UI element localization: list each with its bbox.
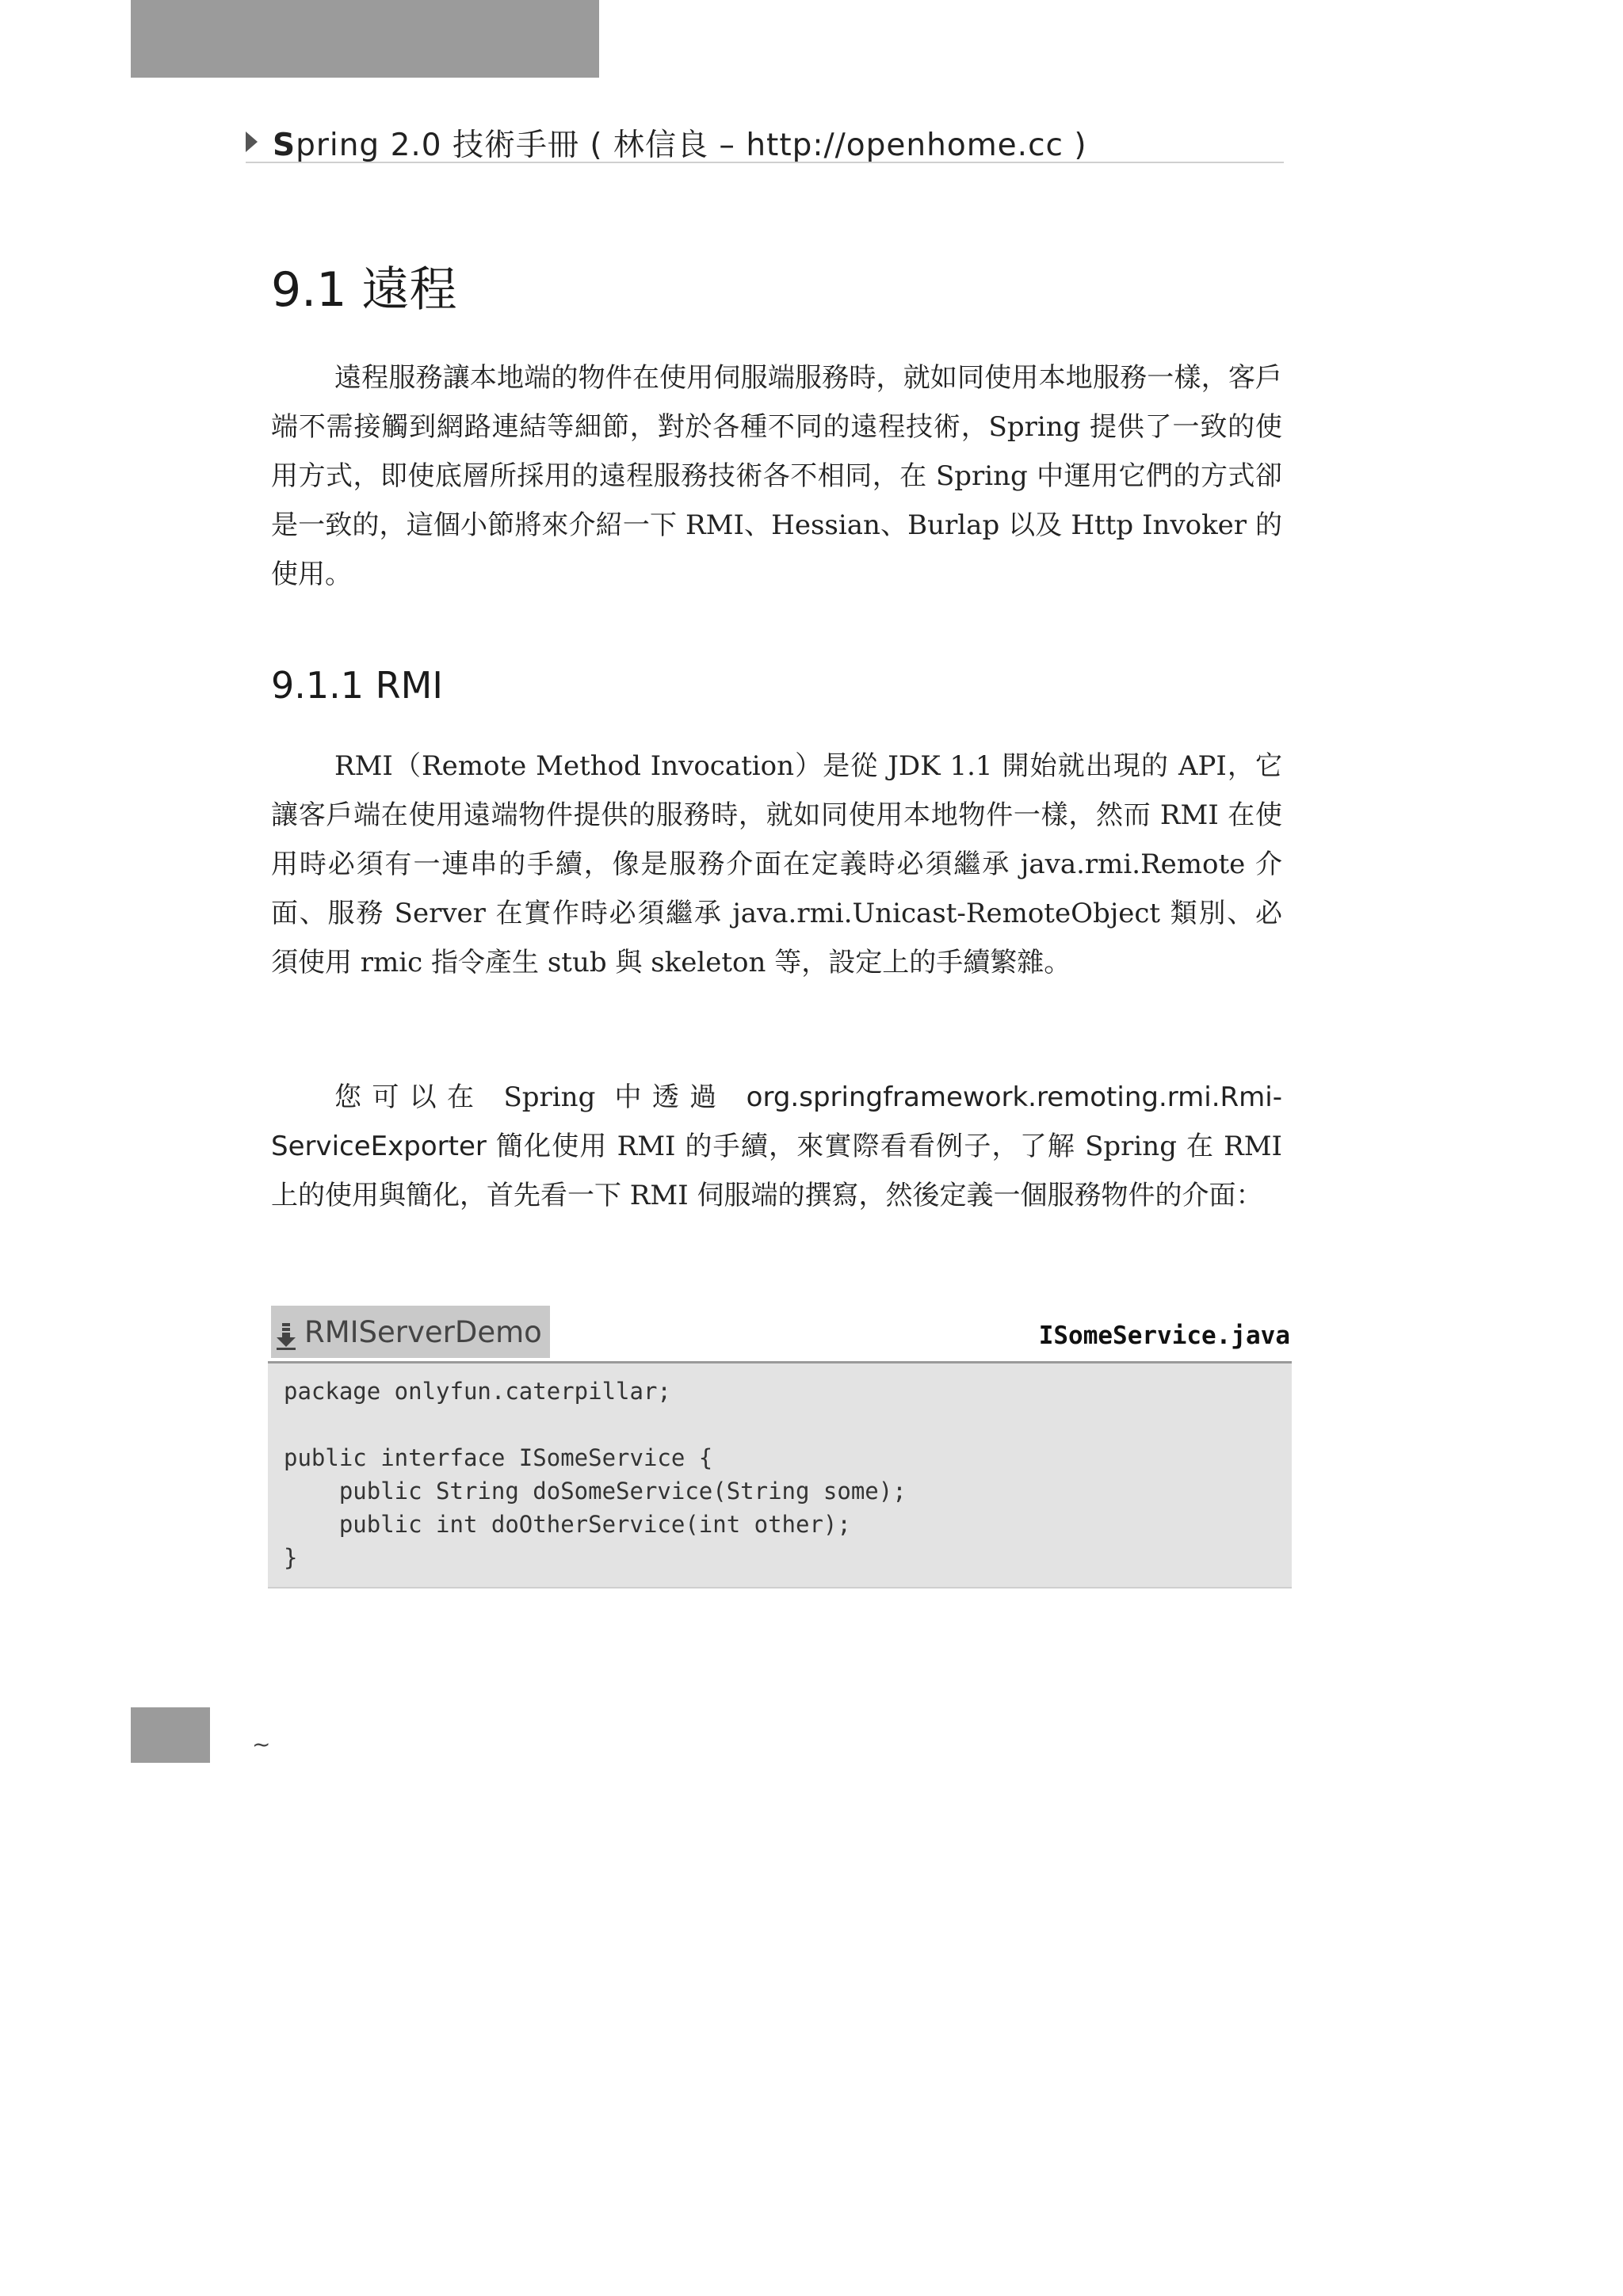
footer-tab-decoration [131,1707,210,1763]
rmi-exporter-class-name: org.springframework.remoting.rmi.Rmi-ServiceExporter [271,1081,1282,1162]
subsection-heading: 9.1.1 RMI [271,664,443,707]
code-filename: ISomeService.java [1038,1322,1290,1350]
rmi-paragraph-1: RMI（Remote Method Invocation）是從 JDK 1.1 開始就出現的 API，它讓客戶端在使用遠端物件提供的服務時，就如同使用本地物件一樣，然而 RMI 在使用時必須有一連串的手續，像是服務介面在定義時必須繼承 java.rmi.Remote 介面、服務 Server 在實作時必須繼承 java.rmi.Unicast-RemoteObject 類別、必須使用 rmic 指令產生 stub 與 skeleton 等，設定上的手續繁雜。 [271,750,1282,978]
header-arrow-icon [246,132,258,152]
header-title-initial: S [273,128,296,163]
section-heading: 9.1 遠程 [271,262,457,318]
rmi-paragraph-2-text-b: 簡化使用 RMI 的手續，來實際看看例子，了解 Spring 在 RMI 上的使用與簡化，首先看一下 RMI 伺服端的撰寫，然後定義一個服務物件的介面： [271,1131,1282,1211]
demo-project-tab [271,1306,550,1358]
code-listing [268,1363,1292,1589]
header-title [273,120,1087,165]
rmi-paragraph-2 [271,1073,1282,1220]
rmi-paragraph-2-text-a: 您可以在 Spring 中透過 [334,1081,747,1113]
page-marker: ~ [252,1731,271,1757]
download-arrow-icon [276,1323,296,1350]
running-header [246,117,1284,163]
header-title-rest: pring 2.0 技術手冊 ( 林信良 – http://openhome.cc ) [296,128,1087,163]
top-tab-decoration [131,0,599,78]
section-intro-paragraph: 遠程服務讓本地端的物件在使用伺服端服務時，就如同使用本地服務一樣，客戶端不需接觸到網路連結等細節，對於各種不同的遠程技術，Spring 提供了一致的使用方式，即使底層所採用的遠程服務技術各不相同，在 Spring 中運用它們的方式卻是一致的，這個小節將來介紹一下 RMI、Hessian、Burlap 以及 Http Invoker 的使用。 [271,362,1282,590]
demo-project-label: RMIServerDemo [304,1315,542,1349]
code-text: package onlyfun.caterpillar; public interface ISomeService { public String doSomeService(String some); public int doOtherService(int other); } [284,1378,907,1571]
